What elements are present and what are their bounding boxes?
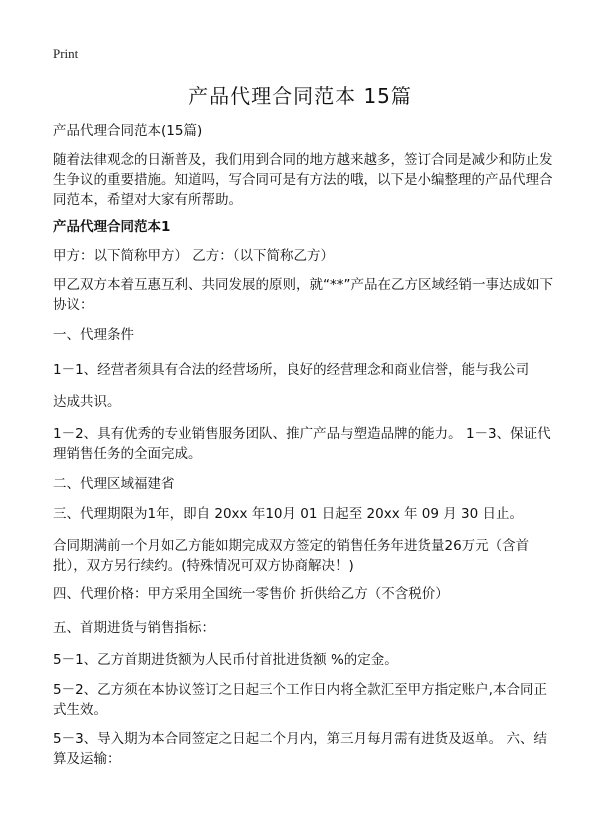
page-title: 产品代理合同范本 15篇: [188, 84, 412, 108]
doc-subtitle: 产品代理合同范本(15篇): [53, 123, 203, 139]
clause-heading: 一、代理条件: [53, 327, 134, 343]
intro-paragraph: 随着法律观念的日渐普及，我们用到合同的地方越来越多，签订合同是减少和防止发生争议的重要措施。知道吗，写合同可是有方法的哦，以下是小编整理的产品代理合同范本，希望对大家有所帮助。: [53, 152, 553, 208]
clause-paragraph: 5－2、乙方须在本协议签订之日起三个工作日内将全款汇至甲方指定账户,本合同正式生效。: [53, 682, 547, 718]
clause-paragraph: 1－2、具有优秀的专业销售服务团队、推广产品与塑造品牌的能力。 1－3、保证代理销售任务的全面完成。: [53, 426, 551, 462]
print-link[interactable]: Print: [53, 46, 79, 61]
clause-paragraph: 达成共识。: [53, 394, 121, 410]
clause-paragraph: 5－1、乙方首期进货额为人民币付首批进货额 %的定金。: [53, 652, 398, 668]
clause-paragraph: 5－3、导入期为本合同签定之日起二个月内，第三月每月需有进货及返单。 六、结算及运输：: [53, 731, 547, 767]
clause-heading: 二、代理区域福建省: [53, 476, 175, 492]
clause-paragraph: 四、代理价格：甲方采用全国统一零售价 折供给乙方（不含税价）: [53, 586, 449, 602]
parties-paragraph: 甲方：以下简称甲方） 乙方：（以下简称乙方）: [53, 248, 335, 264]
agreement-paragraph: 甲乙双方本着互惠互利、共同发展的原则，就“**”产品在乙方区域经销一事达成如下协议：: [53, 277, 553, 313]
clause-paragraph: 合同期满前一个月如乙方能如期完成双方签定的销售任务年进货量26万元（含首批），双方另行续约。(特殊情况可双方协商解决！): [53, 538, 530, 574]
section-heading: 产品代理合同范本1: [53, 219, 171, 235]
clause-paragraph: 1－1、经营者须具有合法的经营场所，良好的经营理念和商业信誉，能与我公司: [53, 362, 530, 378]
clause-heading: 五、首期进货与销售指标：: [53, 620, 215, 636]
clause-paragraph: 三、代理期限为1年，即自 20xx 年10月 01 日起至 20xx 年 09 月 30 日止。: [53, 506, 524, 522]
